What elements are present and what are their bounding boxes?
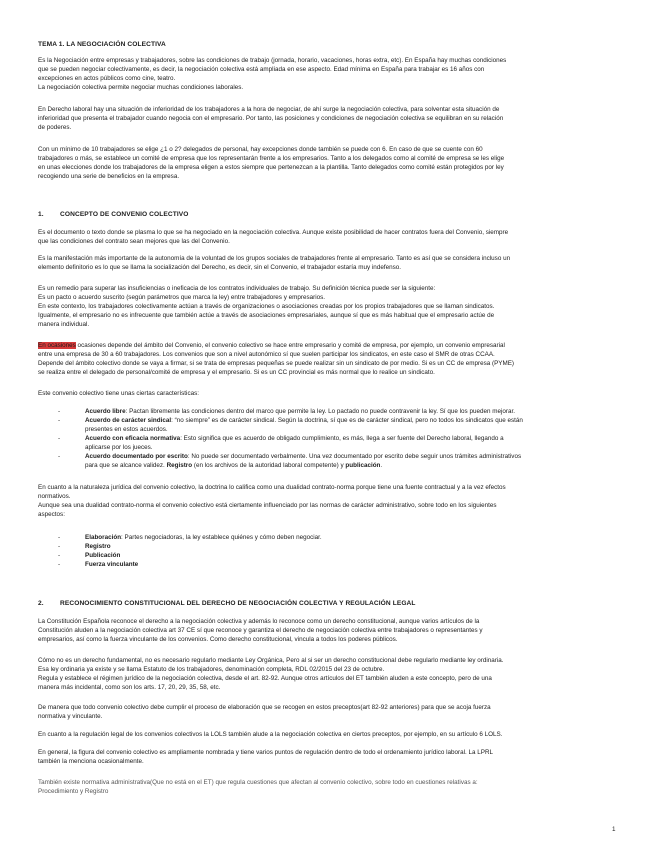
text-line: En cuanto a la naturaleza jurídica del convenio colectivo, la doctrina lo califica como una dualidad contrato-norma porque tiene una fuente contractual y a la vez efectos — [38, 484, 506, 491]
text-line: Es la manifestación más importante de la autonomía de la voluntad de los grupos sociales de trabajadores frente al empresario. Tanto es así que se considera incluso un — [38, 255, 511, 262]
text-run: ocasiones depende del ámbito del Convenio, el convenio colectivo se hace entre empresario y comité de empresa, por ejemplo, un convenio empresarial — [75, 342, 505, 349]
text-line: Cómo no es un derecho fundamental, no es necesario regularlo mediante Ley Orgánica, Pero al si ser un derecho constitucional debe regularlo mediante ley ordinaria. — [38, 657, 504, 664]
item-label: Fuerza vinculante — [85, 561, 139, 568]
item-bold: publicación — [345, 462, 381, 469]
text-line: Igualmente, el empresario no es infrecuente que también actúe a través de asociaciones empresariales, aunque sí que es más habitual que el empresario actúe de — [38, 312, 495, 319]
section-2-paragraph-3 — [38, 703, 620, 721]
text-line: entre una empresa de 30 a 60 trabajadores. Los convenios que son a nivel autonómico sí que suelen participar los sindicatos, en este caso el SMR de otras CCAA. — [38, 351, 495, 358]
text-line — [38, 341, 620, 350]
text-line: En general, la figura del convenio colectivo es ampliamente nombrada y tiene varios puntos de regulación dentro de todo el ordenamiento jurídico laboral. La LPRL — [38, 749, 494, 756]
text-line: Es un pacto o acuerdo suscrito (según parámetros que marca la ley) entre trabajadores y empresarios. — [38, 294, 326, 301]
text-line: Esa ley ordinaria ya existe y se llama Estatuto de los trabajadores, denominación completa, RDL 02/2015 del 23 de octubre. — [38, 666, 385, 673]
item-text: aplicarse por los jueces. — [85, 444, 153, 451]
text-line: Es un remedio para superar las insuficiencias o ineficacia de los contratos individuales de trabajo. Su definición técnica puede ser la siguiente: — [38, 285, 436, 292]
text-line: empresarios, así como la fuerza vinculante de los convenios. Como derecho constitucional, vincula a todos los poderes públicos. — [38, 636, 398, 643]
text-line: Aunque sea una dualidad contrato-norma el convenio colectivo está ciertamente influenciado por las normas de carácter administrativo, sobre todo en los siguientes — [38, 502, 497, 509]
characteristics-intro: Este convenio colectivo tiene unas ciertas características: — [38, 390, 199, 397]
text-line: que las condiciones del contrato sean mejores que las del Convenio. — [38, 238, 230, 245]
text-line: Constitución aluden a la negociación colectiva art 37 CE sí que reconoce y garantiza el derecho de negociación colectiva entre trabajadores o representantes y — [38, 627, 483, 634]
text-line: De manera que todo convenio colectivo debe cumplir el proceso de elaboración que se recogen en estos preceptos(art 82-92 anteriores) para que se acoja fuerza — [38, 704, 491, 711]
text-line: normativos. — [38, 493, 71, 500]
intro-paragraph-3 — [38, 145, 620, 181]
text-line: elemento definitorio es lo que se llama la socialización del Derecho, es decir, sin el Convenio, el trabajador estaría muy indefenso. — [38, 264, 401, 271]
highlighted-text: En ocasiones — [38, 342, 76, 349]
list-item: - Acuerdo con eficacia normativa: Esto significa que es acuerdo de obligado cumplimiento, es más, llega a ser fuente del Derecho laboral, llegando a aplicarse por los jueces. — [58, 435, 504, 451]
text-line: normativa y vinculante. — [38, 713, 103, 720]
item-label: Acuerdo documentado por escrito — [85, 453, 188, 460]
item-label: Acuerdo libre — [85, 408, 126, 415]
text-line: aspectos: — [38, 511, 65, 518]
item-text: para que se alcance validez. — [85, 462, 167, 469]
item-label: Publicación — [85, 552, 121, 559]
list-item: - Acuerdo de carácter sindical: “no siempre” es de carácter sindical. Según la doctrina, sí que es de carácter sindical, pero no todos los sindicatos que están presentes en estos acuerdos. — [58, 417, 523, 433]
list-item: - Registro — [58, 543, 111, 550]
characteristics-list — [38, 407, 620, 470]
item-text: . — [380, 462, 383, 469]
text-line: que se pueden negociar colectivamente, es decir, la negociación colectiva está ampliada en ese aspecto. Edad mínima en España para trabajar es 16 años con — [38, 66, 485, 73]
text-line: La Constitución Española reconoce el derecho a la negociación colectiva y además lo reconoce como un derecho constitucional, aunque varios artículos de la — [38, 618, 480, 625]
item-text: : Esto significa que es acuerdo de obligado cumplimiento, es más, llega a ser fuente del Derecho laboral, llegando a — [180, 435, 504, 442]
item-text: : No puede ser documentado verbalmente. Una vez documentado por escrito debe seguir unos trámites administrativos — [187, 453, 522, 460]
text-line: trabajadores o más, se establece un comité de empresa que los representarán frente a los empresarios. Tanto a los delegados como al comité de empresa se les elige — [38, 155, 505, 162]
text-line: manera más incidental, como son los arts. 17, 20, 29, 35, 58, etc. — [38, 684, 221, 691]
section-2-paragraph-6 — [38, 778, 620, 796]
item-text: : “no siempre” es de carácter sindical. Según la doctrina, sí que es de carácter sindical, pero no todos los sindicatos que están — [171, 417, 523, 424]
section-1-paragraph-4 — [38, 341, 620, 377]
text-line: Depende del ámbito colectivo donde se vaya a firmar, si se trata de empresas pequeñas se puede realizar sin un sindicato de por medio. Si es un CC de empresa (PYME) — [38, 360, 515, 367]
text-line: Es la Negociación entre empresas y trabajadores, sobre las condiciones de trabajo (jornada, horario, vacaciones, horas extra, etc). En España hay muchas condiciones — [38, 57, 507, 64]
section-2-paragraph-4 — [38, 730, 620, 739]
section-1-paragraph-3 — [38, 284, 620, 329]
item-text: : Pactan libremente las condiciones dentro del marco que permite la ley. Lo pactado no puede contravenir la ley. Sí que los pueden mejorar. — [125, 408, 515, 415]
list-item: - Publicación — [58, 552, 121, 559]
section-1-heading — [38, 210, 620, 219]
item-label: Acuerdo con eficacia normativa — [85, 435, 181, 442]
text-line: La negociación colectiva permite negociar muchas condiciones laborales. — [38, 84, 244, 91]
section-title: RECONOCIMIENTO CONSTITUCIONAL DEL DERECHO DE NEGOCIACIÓN COLECTIVA Y REGULACIÓN LEGAL — [60, 600, 416, 607]
section-1-paragraph-5 — [38, 483, 620, 519]
list-item: - Acuerdo documentado por escrito: No puede ser documentado verbalmente. Una vez documentado por escrito debe seguir unos trámites administrativos para que se alcance validez. Registro (en los archivos de la autoridad laboral competente) y publicación. — [58, 453, 522, 469]
item-bold: Registro — [166, 462, 193, 469]
section-2-paragraph-2 — [38, 656, 620, 692]
text-line: de poderes. — [38, 124, 72, 131]
text-line: recogiendo una serie de beneficios en la empresa. — [38, 173, 180, 180]
intro-paragraph-2 — [38, 105, 620, 132]
text-line: excepciones en actos públicos como cine, teatro. — [38, 75, 176, 82]
text-line: En cuanto a la regulación legal de los convenios colectivos la LOLS también alude a la negociación colectiva en ciertos preceptos, por ejemplo, en su artículo 6 LOLS. — [38, 731, 503, 738]
section-title: CONCEPTO DE CONVENIO COLECTIVO — [60, 211, 189, 218]
section-1-paragraph-2 — [38, 254, 620, 272]
section-1-paragraph-1 — [38, 228, 620, 246]
section-number: 1. — [38, 211, 44, 218]
item-text: : Partes negociadoras, la ley establece quiénes y cómo deben negociar. — [121, 534, 322, 541]
item-label: Elaboración — [85, 534, 122, 541]
item-label: Acuerdo de carácter sindical — [85, 417, 172, 424]
text-line: En este contexto, los trabajadores colectivamente actúan a través de organizaciones o asociaciones creadas por los propios trabajadores que se llaman sindicatos. — [38, 303, 495, 310]
list-item: - Elaboración: Partes negociadoras, la ley establece quiénes y cómo deben negociar. — [58, 534, 322, 541]
intro-paragraph-1 — [38, 56, 620, 92]
text-line: Con un mínimo de 10 trabajadores se elige ¿1 o 2? delegados de personal, hay excepciones donde también se puede con 6. En caso de que se cuente con 60 — [38, 146, 483, 153]
text-line: Es el documento o texto donde se plasma lo que se ha negociado en la negociación colectiva. Aunque existe posibilidad de hacer contratos fuera del Convenio, siempre — [38, 229, 509, 236]
item-label: Registro — [85, 543, 111, 550]
section-2-heading — [38, 599, 620, 608]
page-title: TEMA 1. LA NEGOCIACIÓN COLECTIVA — [38, 41, 166, 48]
text-line: En Derecho laboral hay una situación de inferioridad de los trabajadores a la hora de negociar, de ahí surge la negociación colectiva, para solventar esta situación de — [38, 106, 500, 113]
section-2-paragraph-1 — [38, 617, 620, 644]
item-text: (en los archivos de la autoridad laboral competente) y — [192, 462, 346, 469]
section-number: 2. — [38, 600, 44, 607]
text-line: también la menciona ocasionalmente. — [38, 758, 144, 765]
text-line: inferioridad que presenta el trabajador cuando negocia con el empresario. Por tanto, las posiciones y condiciones de negociación colectiva se equilibran en su relación — [38, 115, 504, 122]
text-line: También existe normativa administrativa(Que no está en el ET) que regula cuestiones que afectan al convenio colectivo, sobre todo en cuestiones relativas a: — [38, 779, 478, 786]
text-line: Regula y establece el régimen jurídico de la negociación colectiva, desde el art. 82-92. Aunque otros artículos del ET también aluden a este concepto, pero de una — [38, 675, 492, 682]
section-2-paragraph-5 — [38, 748, 620, 766]
list-item: - Acuerdo libre: Pactan libremente las condiciones dentro del marco que permite la ley. Lo pactado no puede contravenir la ley. Sí que los pueden mejorar. — [58, 408, 515, 415]
list-item: - Fuerza vinculante — [58, 561, 139, 568]
item-text: presentes en estos acuerdos. — [85, 426, 168, 433]
text-line: manera individual. — [38, 321, 90, 328]
page-number: 1 — [612, 826, 616, 833]
text-line: Procedimiento y Registro — [38, 788, 109, 795]
aspects-list — [38, 533, 620, 569]
text-line: en unas elecciones donde los trabajadores de la empresa eligen a estos siempre que pertenezcan a la plantilla. Tanto delegados como comité están protegidos por ley — [38, 164, 504, 171]
text-line: se realiza entre el delegado de personal/comité de empresa y el empresario. Si es un CC provincial es más normal que lo realice un sindicato. — [38, 369, 435, 376]
